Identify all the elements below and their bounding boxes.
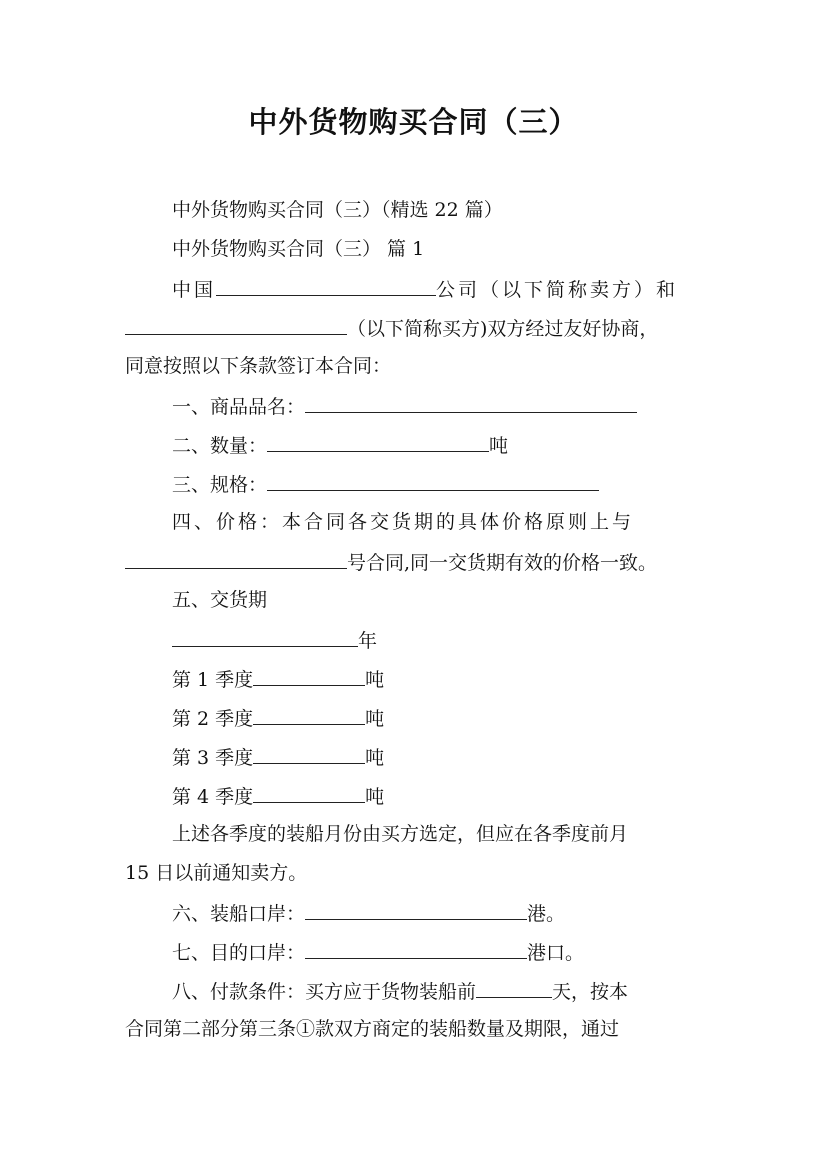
intro-line-3: 同意按照以下条款签订本合同： bbox=[125, 355, 392, 377]
spec-blank bbox=[267, 470, 599, 491]
item-8-text-b: 天，按本 bbox=[552, 981, 629, 1003]
item-7-suffix: 港口。 bbox=[527, 942, 585, 964]
quarter-qty-blank bbox=[253, 665, 365, 686]
item-4-price-line-2 bbox=[125, 548, 657, 576]
quarter-label: 第 4 季度 bbox=[172, 786, 254, 808]
item-5-delivery: 五、交货期 bbox=[172, 589, 268, 611]
delivery-year-line bbox=[172, 626, 377, 654]
item-1-product-name bbox=[172, 392, 637, 420]
quantity-blank bbox=[267, 431, 489, 452]
item-8-text-a: 八、付款条件：买方应于货物装船前 bbox=[172, 981, 477, 1003]
quarter-row bbox=[172, 665, 384, 693]
item-7-destination-port bbox=[172, 938, 584, 966]
year-suffix: 年 bbox=[358, 630, 378, 652]
quarter-label: 第 2 季度 bbox=[172, 708, 254, 730]
item-6-label: 六、装船口岸： bbox=[172, 903, 306, 925]
item-4-text-b: 号合同,同一交货期有效的价格一致。 bbox=[347, 552, 658, 574]
quarter-qty-blank bbox=[253, 782, 365, 803]
loading-port-blank bbox=[305, 899, 527, 920]
item-2-quantity bbox=[172, 431, 508, 459]
shipping-note-line-2: 15 日以前通知卖方。 bbox=[125, 862, 308, 884]
quarter-label: 第 1 季度 bbox=[172, 669, 254, 691]
year-blank bbox=[172, 626, 358, 647]
contract-number-blank bbox=[125, 548, 347, 569]
item-2-label: 二、数量： bbox=[172, 435, 268, 457]
quarter-label: 第 3 季度 bbox=[172, 747, 254, 769]
quarter-qty-blank bbox=[253, 743, 365, 764]
days-blank bbox=[476, 977, 552, 998]
quarter-row bbox=[172, 704, 384, 732]
intro-line-2 bbox=[125, 314, 658, 342]
item-6-suffix: 港。 bbox=[527, 903, 566, 925]
buyer-name-blank bbox=[125, 314, 347, 335]
item-6-loading-port bbox=[172, 899, 565, 927]
item-2-unit: 吨 bbox=[489, 435, 509, 457]
document-title: 中外货物购买合同（三） bbox=[248, 105, 579, 139]
quarter-row bbox=[172, 782, 384, 810]
intro-text-c: （以下简称买方)双方经过友好协商， bbox=[347, 318, 659, 340]
intro-text-a: 中国 bbox=[172, 279, 217, 301]
item-3-label: 三、规格： bbox=[172, 474, 268, 496]
item-7-label: 七、目的口岸： bbox=[172, 942, 306, 964]
quarter-qty-blank bbox=[253, 704, 365, 725]
quarter-unit: 吨 bbox=[365, 747, 385, 769]
item-1-label: 一、商品品名： bbox=[172, 396, 306, 418]
quarter-unit: 吨 bbox=[365, 786, 385, 808]
intro-text-b: 公司（以下简称卖方）和 bbox=[436, 279, 679, 301]
subtitle: 中外货物购买合同（三）（精选 22 篇） bbox=[172, 199, 503, 221]
item-3-spec bbox=[172, 470, 599, 498]
quarter-unit: 吨 bbox=[365, 669, 385, 691]
intro-line-1 bbox=[172, 275, 678, 303]
item-4-price-line-1: 四、价格：本合同各交货期的具体价格原则上与 bbox=[172, 511, 635, 533]
quarter-row bbox=[172, 743, 384, 771]
quarter-unit: 吨 bbox=[365, 708, 385, 730]
destination-port-blank bbox=[305, 938, 527, 959]
item-8-payment-line-1 bbox=[172, 977, 628, 1005]
product-name-blank bbox=[305, 392, 637, 413]
chapter-heading: 中外货物购买合同（三） 篇 1 bbox=[172, 238, 425, 260]
shipping-note-line-1: 上述各季度的装船月份由买方选定，但应在各季度前月 bbox=[172, 823, 629, 845]
seller-name-blank bbox=[216, 275, 436, 296]
item-8-payment-line-2: 合同第二部分第三条①款双方商定的装船数量及期限，通过 bbox=[125, 1018, 620, 1040]
